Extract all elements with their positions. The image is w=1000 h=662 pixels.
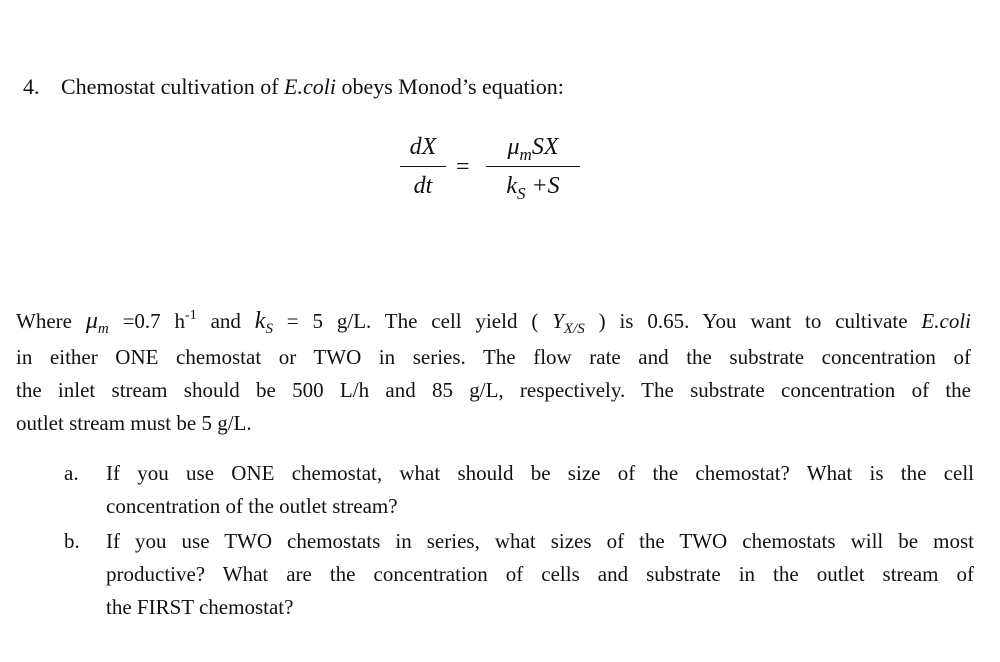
question-number: 4. xyxy=(23,74,40,99)
paragraph-line-1 xyxy=(16,305,971,341)
sub-question-text xyxy=(106,525,974,624)
paragraph-text: ) is 0.65. You want to cultivate xyxy=(584,309,922,333)
k-subscript: S xyxy=(265,321,273,337)
sub-question-marker: a. xyxy=(64,461,79,485)
yield-symbol: Y xyxy=(552,309,564,333)
paragraph-line-4: outlet stream must be 5 g/L. xyxy=(16,411,252,435)
sub-question-b xyxy=(64,525,974,624)
equation-rhs-numerator xyxy=(486,132,580,162)
question-title-suffix: obeys Monod’s equation: xyxy=(335,74,564,99)
sub-question-line: the FIRST chemostat? xyxy=(106,595,294,619)
unit-superscript: -1 xyxy=(185,308,197,323)
equation-k-subscript: S xyxy=(516,184,526,203)
paragraph-text: = 5 g/L. The cell yield ( xyxy=(272,309,553,333)
sub-question-text xyxy=(106,457,974,523)
equation-rhs-denominator xyxy=(486,171,580,201)
equation-numerator-rest: SX xyxy=(531,134,559,160)
sub-questions-list xyxy=(64,457,974,626)
equation-lhs-fraction-bar xyxy=(400,166,446,167)
equation-rhs-fraction xyxy=(486,132,580,201)
sub-question-marker: b. xyxy=(64,529,80,553)
sub-question-line: If you use TWO chemostats in series, what sizes of the TWO chemostats will be most xyxy=(106,529,974,553)
question-title-organism: E.coli xyxy=(284,74,336,99)
equation-mu-subscript: m xyxy=(519,145,532,164)
equation-equals-sign: = xyxy=(456,154,470,180)
equation-rhs-fraction-bar xyxy=(486,166,580,167)
sub-question-a xyxy=(64,457,974,523)
mu-subscript: m xyxy=(97,321,109,337)
equation-k-symbol: k xyxy=(506,173,517,199)
question-heading xyxy=(23,74,564,100)
k-symbol: k xyxy=(254,308,266,334)
paragraph-text: Where xyxy=(16,309,86,333)
mu-symbol: μ xyxy=(85,308,98,334)
organism-name: E.coli xyxy=(921,309,971,333)
sub-question-line: concentration of the outlet stream? xyxy=(106,494,398,518)
equation-lhs-fraction xyxy=(400,132,446,201)
paragraph-line-2: in either ONE chemostat or TWO in series. The flow rate and the substrate concentration of xyxy=(16,345,971,369)
equation-denominator-rest: +S xyxy=(525,173,560,199)
yield-subscript: X/S xyxy=(563,321,585,337)
equation-mu-symbol: μ xyxy=(507,134,520,160)
paragraph-text: and xyxy=(196,309,255,333)
equation-lhs-numerator: dX xyxy=(409,134,437,160)
paragraph-line-3: the inlet stream should be 500 L/h and 85 g/L, respectively. The substrate concentration of the xyxy=(16,378,971,402)
paragraph-text: =0.7 h xyxy=(108,309,186,333)
sub-question-line: productive? What are the concentration of cells and substrate in the outlet stream of xyxy=(106,562,974,586)
sub-question-line: If you use ONE chemostat, what should be size of the chemostat? What is the cell xyxy=(106,461,974,485)
equation-lhs-denominator: dt xyxy=(413,173,433,199)
problem-paragraph xyxy=(16,305,971,440)
question-title-prefix: Chemostat cultivation of xyxy=(61,74,285,99)
